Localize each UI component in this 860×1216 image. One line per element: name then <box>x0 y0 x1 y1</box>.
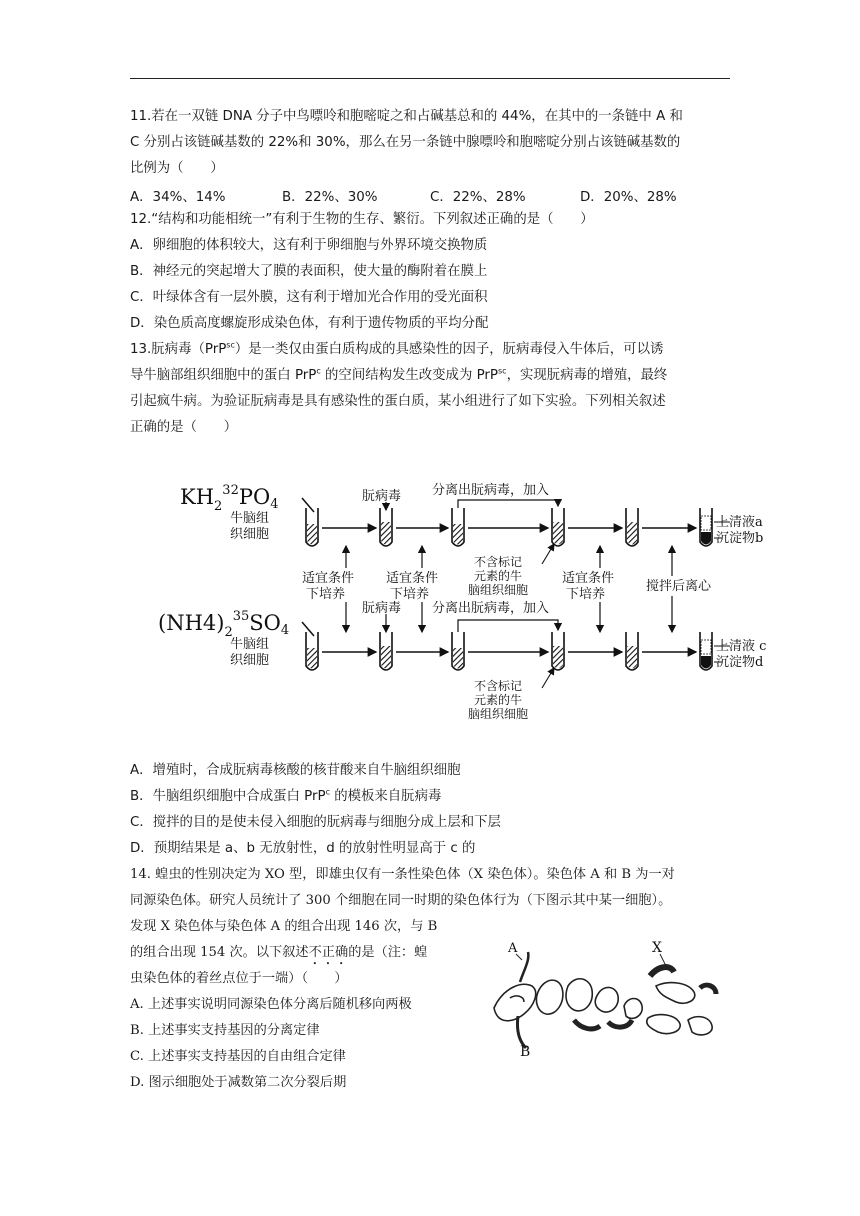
q14-stem-line-1: 14. 蝗虫的性别决定为 XO 型，即雄虫仅有一条性染色体（X 染色体）。染色体 A 和 B 为一对 <box>130 867 675 882</box>
precipitate-d: 沉淀物d <box>716 655 764 670</box>
supernatant-c: 上清液 c <box>716 639 767 654</box>
reagent-bottom: $(NH4)_2^{35}SO4$ <box>158 609 290 640</box>
culture-label-2a: 适宜条件 <box>386 571 439 586</box>
q13-option-d: D．预期结果是 a、b 无放射性，d 的放射性明显高于 c 的 <box>130 841 476 856</box>
tube-bot-6 <box>700 632 712 670</box>
q11-option-b: B．22%、30% <box>282 190 378 205</box>
virus-label-bot: 朊病毒 <box>362 601 402 616</box>
q12-stem: 12.“结构和功能相统一”有利于生物的生存、繁衍。下列叙述正确的是（ ） <box>130 212 594 227</box>
q13-stem-line-2: 导牛脑部组织细胞中的蛋白 PrP$^c$ 的空间结构发生改变成为 PrP$^{sc}$，实现朊病毒的增殖，最终 <box>130 366 668 383</box>
virus-label-top: 朊病毒 <box>362 489 402 504</box>
q13-stem-line-1: 13.朊病毒（PrP$^{sc}$）是一类仅由蛋白质构成的具感染性的因子，朊病毒侵入牛体后，可以诱 <box>130 340 664 357</box>
culture-label-1b: 下培养 <box>306 587 346 602</box>
tube-top-5 <box>626 508 638 546</box>
q12-option-c: C．叶绿体含有一层外膜，这有利于增加光合作用的受光面积 <box>130 290 488 305</box>
q14-stem-line-2: 同源染色体。研究人员统计了 300 个细胞在同一时期的染色体行为（下图示其中某一细胞）。 <box>130 893 672 908</box>
q11-option-d: D．20%、28% <box>580 190 677 205</box>
q14-option-b: B. 上述事实支持基因的分离定律 <box>130 1023 320 1038</box>
unlabeled-top-1: 不含标记 <box>474 555 523 569</box>
separate-label-bot: 分离出朊病毒，加入 <box>432 601 550 616</box>
q11-stem-line-1: 11.若在一双链 DNA 分子中鸟嘌呤和胞嘧啶之和占碱基总和的 44%，在其中的一条链中 A 和 <box>130 109 683 124</box>
q11-option-c: C．22%、28% <box>430 190 526 205</box>
q13-option-c: C．搅拌的目的是使未侵入细胞的朊病毒与细胞分成上层和下层 <box>130 815 501 830</box>
precipitate-b: 沉淀物b <box>716 531 764 546</box>
tube-top-6 <box>700 508 712 546</box>
tube-top-1 <box>306 508 318 546</box>
emphasis-not-correct: 不正确 <box>308 945 349 960</box>
culture-label-2b: 下培养 <box>390 587 430 602</box>
supernatant-a: 上清液a <box>716 515 763 530</box>
tube-bot-1 <box>306 632 318 670</box>
q12-option-d: D．染色质高度螺旋形成染色体，有利于遗传物质的平均分配 <box>130 316 489 331</box>
unlabeled-bot-2: 元素的牛 <box>474 693 523 707</box>
header-rule <box>130 78 730 79</box>
reagent-top: $KH_2^{32}PO4$ <box>180 483 279 514</box>
chromosome-label-x: X <box>652 940 662 956</box>
unlabeled-top-2: 元素的牛 <box>474 569 523 583</box>
q14-stem-line-3: 发现 X 染色体与染色体 A 的组合出现 146 次，与 B <box>130 919 438 934</box>
unlabeled-bot-3: 脑组织细胞 <box>468 707 529 721</box>
tube-bot-4 <box>552 632 564 670</box>
q14-stem-line-5: 虫染色体的着丝点位于一端）（ ） <box>130 971 348 986</box>
chromosome-label-b: B <box>520 1044 531 1060</box>
q11-stem-line-3: 比例为（ ） <box>130 161 224 176</box>
culture-label-1a: 适宜条件 <box>302 571 355 586</box>
cells-label-top-2: 织细胞 <box>230 527 270 542</box>
tube-bot-3 <box>452 632 464 670</box>
unlabeled-bot-1: 不含标记 <box>474 679 523 693</box>
tube-bot-5 <box>626 632 638 670</box>
q13-stem-line-4: 正确的是（ ） <box>130 420 238 435</box>
q11-stem-line-2: C 分别占该链碱基数的 22%和 30%，那么在另一条链中腺嘌呤和胞嘧啶分别占该链碱基数的 <box>130 135 681 150</box>
culture-label-3b: 下培养 <box>566 587 606 602</box>
culture-label-3a: 适宜条件 <box>562 571 615 586</box>
prion-experiment-figure <box>150 472 767 734</box>
chromosome-figure <box>480 936 730 1060</box>
tube-top-3 <box>452 508 464 546</box>
unlabeled-top-3: 脑组织细胞 <box>468 583 529 597</box>
q14-option-d: D. 图示细胞处于减数第二次分裂后期 <box>130 1075 347 1090</box>
q13-option-a: A．增殖时，合成朊病毒核酸的核苷酸来自牛脑组织细胞 <box>130 763 461 778</box>
tube-top-4 <box>552 508 564 546</box>
chromosome-label-a: A <box>508 941 518 956</box>
cells-label-bot-2: 织细胞 <box>230 653 270 668</box>
q14-option-c: C. 上述事实支持基因的自由组合定律 <box>130 1049 346 1064</box>
q12-option-b: B．神经元的突起增大了膜的表面积，使大量的酶附着在膜上 <box>130 264 488 279</box>
centrifuge-label: 搅拌后离心 <box>646 579 712 594</box>
q11-option-a: A．34%、14% <box>130 190 226 205</box>
q13-stem-line-3: 引起疯牛病。为验证朊病毒是具有感染性的蛋白质，某小组进行了如下实验。下列相关叙述 <box>130 394 666 409</box>
separate-label-top: 分离出朊病毒，加入 <box>432 483 550 498</box>
cells-label-top-1: 牛脑组 <box>230 511 270 526</box>
tube-bot-2 <box>380 632 392 670</box>
q13-option-b: B．牛脑组织细胞中合成蛋白 PrP$^c$ 的模板来自朊病毒 <box>130 787 442 804</box>
q12-option-a: A．卵细胞的体积较大，这有利于卵细胞与外界环境交换物质 <box>130 238 488 253</box>
cells-label-bot-1: 牛脑组 <box>230 637 270 652</box>
tube-top-2 <box>380 508 392 546</box>
q14-stem-line-4: 的组合出现 154 次。以下叙述不正确的是（注：蝗 <box>130 945 428 960</box>
q14-option-a: A. 上述事实说明同源染色体分离后随机移向两极 <box>130 997 412 1012</box>
